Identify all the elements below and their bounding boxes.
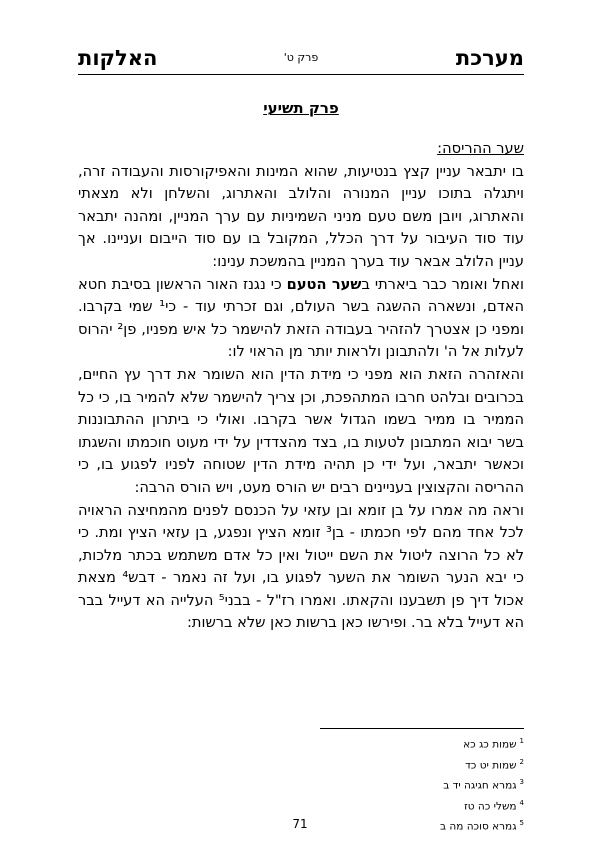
paragraph-text: והאזהרה הזאת הוא מפני כי מידת הדין הוא השומר את דרך עץ החיים, בכרובים ובלהט חרבו המתהפכת, וכן צריך להישמר שלא להמיר בו, כי כל הממיר בו ממיר בשמו הגדול אשר בקרבו. ואולי כי ביתרון ההתבוננות בשר יבוא המתבונן לטעות בו, בצד מהצדדין על ידי מעוט חוכמתו והשגתו וכאשר יתבאר, ועל ידי כן תהיה מידת הדין שטוחה לפניו לפגוע בו, כי ההריסה והקצוצין בעניינים רבים יש הורס מעט, ויש הורס הרבה: <box>78 365 524 496</box>
footnote <box>320 795 524 816</box>
footnote-text: שמות יט כד <box>465 759 517 771</box>
footnote-text: גמרא חגיגה יד ב <box>443 779 517 792</box>
running-header <box>78 44 524 72</box>
paragraph-text: וראה מה אמרו על בן זומא ובן עזאי על הכנסם לפנים מהמחיצה הראויה לכל אחד מהם לפי חכמתו - בן³ זומא הציץ ונפגע, בן עזאי הציץ ומת. כי לא כל הרוצה ליטול את השם ייטול ואין כל אדם משתמש בכתר מלכות, כי יבא הנער השומר את השער לפגוע בו, ועל זה נאמר - דבש⁴ מצאת אכול דיך פן תשבענו והקאתו. ואמרו רז"ל - בבני⁵ העלייה הא דעייל בבר הא דעייל בלא בר. ופירשו כאן ברשות כאן שלא ברשות: <box>78 501 524 632</box>
body-text <box>78 138 524 635</box>
paragraph <box>78 274 524 364</box>
section-heading: שער ההריסה: <box>437 140 524 157</box>
footnote-number: 4 <box>519 798 524 807</box>
header-divider <box>78 74 524 75</box>
footnote-number: 1 <box>519 737 524 745</box>
footnote-number: 2 <box>519 757 524 766</box>
paragraph <box>78 161 524 274</box>
page-number: 71 <box>292 817 308 831</box>
paragraph-text: בו יתבאר עניין קצץ בנטיעות, שהוא המינות והאפיקורסות והעבודה זרה, ויתגלה בתוכו עניין המנורה והלולב והאתרוג, והשלחן ולא מצאתי והאתרוג, ויובן משם טעם מניני השמיניות עם ערך המניין, ומהנה יתבאר עוד סוד העיבור על דרך הכלל, המקובל בו עם סוד הייבום ועניינו. אך עניין הלולב אבאר עוד בערך המניין בהמשכת ענינו: <box>78 162 524 270</box>
footnote-text: משלי כה טז <box>464 800 517 812</box>
book-title: האלקות <box>78 46 158 70</box>
series-title: מערכת <box>455 46 524 70</box>
paragraph <box>78 500 524 636</box>
footnote <box>320 774 524 795</box>
paragraph <box>78 364 524 500</box>
chapter-title-text: פרק תשיעי <box>263 99 339 117</box>
chapter-title <box>78 98 524 118</box>
paragraph-text: ואחל ואומר כבר ביארתי ב <box>361 275 524 293</box>
chapter-reference: פרק ט' <box>283 51 319 64</box>
footnote-divider <box>320 728 524 729</box>
footnote-text: גמרא סוכה מה ב <box>439 820 517 833</box>
footnote-number: 3 <box>519 778 524 786</box>
paragraph-text: כי נגנז האור הראשון בסיבת חטא האדם, ונשארה ההשגה בשר העולם, וגם זכרתי עוד - כי¹ שמי בקרבו. ומפני כן אצטרך להזהיר בעבודה הזאת להישמר כל איש מפניו, פן² יהרוס לעלות אל ה' ולהתבונן ולראות יותר מן הראוי לו: <box>78 275 524 361</box>
footnote <box>320 733 524 754</box>
footnote-text: שמות כג כא <box>463 738 517 751</box>
footnote-number: 5 <box>519 819 524 827</box>
footnote <box>320 754 524 775</box>
bold-term: שער הטעם <box>286 275 362 293</box>
